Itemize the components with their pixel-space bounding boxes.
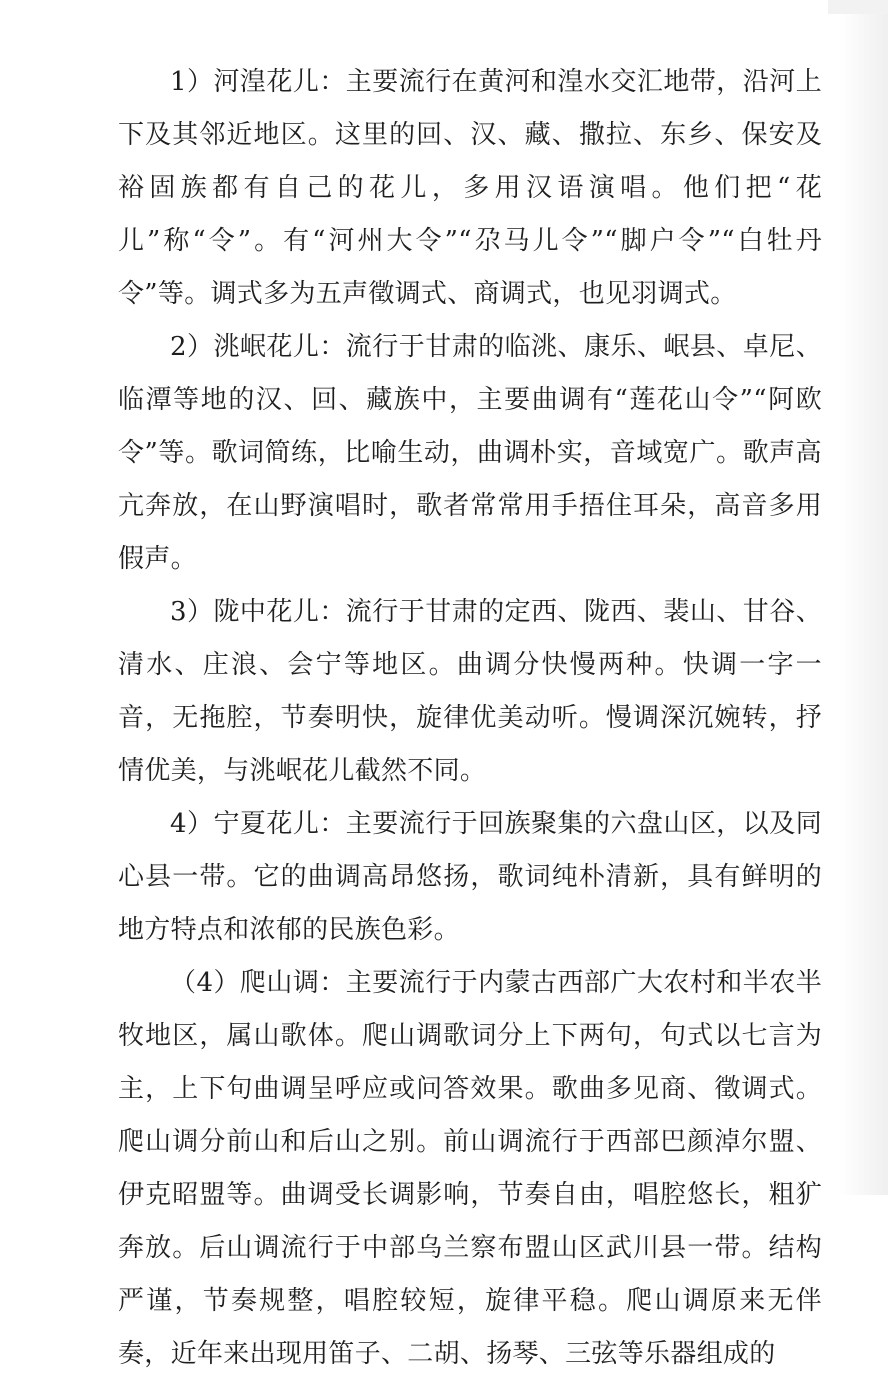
page-edge-shadow [840,14,888,1195]
paragraph-taomin-huaer: 2）洮岷花儿：流行于甘肃的临洮、康乐、岷县、卓尼、临潭等地的汉、回、藏族中，主要曲调有“莲花山令”“阿欧令”等。歌词简练，比喻生动，曲调朴实，音域宽广。歌声高亢奔放，在山野演唱时，歌者常常用手捂住耳朵，高音多用假声。 [118,332,822,574]
page-edge-shade-top [828,0,888,14]
paragraph-pashandiao: （4）爬山调：主要流行于内蒙古西部广大农村和半农半牧地区，属山歌体。爬山调歌词分上下两句，句式以七言为主，上下句曲调呈呼应或问答效果。歌曲多见商、徵调式。爬山调分前山和后山之别。前山调流行于西部巴颜淖尔盟、伊克昭盟等。曲调受长调影响，节奏自由，唱腔悠长，粗犷奔放。后山调流行于中部乌兰察布盟山区武川县一带。结构严谨，节奏规整，唱腔较短，旋律平稳。爬山调原来无伴奏，近年来出现用笛子、二胡、扬琴、三弦等乐器组成的 [118,968,822,1369]
paragraph-hehuang-huaer: 1）河湟花儿：主要流行在黄河和湟水交汇地带，沿河上下及其邻近地区。这里的回、汉、藏、撒拉、东乡、保安及裕固族都有自己的花儿，多用汉语演唱。他们把“花儿”称“令”。有“河州大令”“尕马儿令”“脚户令”“白牡丹令”等。调式多为五声徵调式、商调式，也见羽调式。 [118,67,822,309]
paragraph-longzhong-huaer: 3）陇中花儿：流行于甘肃的定西、陇西、裴山、甘谷、清水、庄浪、会宁等地区。曲调分快慢两种。快调一字一音，无拖腔，节奏明快，旋律优美动听。慢调深沉婉转，抒情优美，与洮岷花儿截然不同。 [118,597,822,786]
paragraph-ningxia-huaer: 4）宁夏花儿：主要流行于回族聚集的六盘山区，以及同心县一带。它的曲调高昂悠扬，歌词纯朴清新，具有鲜明的地方特点和浓郁的民族色彩。 [118,809,822,945]
body-text [118,56,822,1381]
